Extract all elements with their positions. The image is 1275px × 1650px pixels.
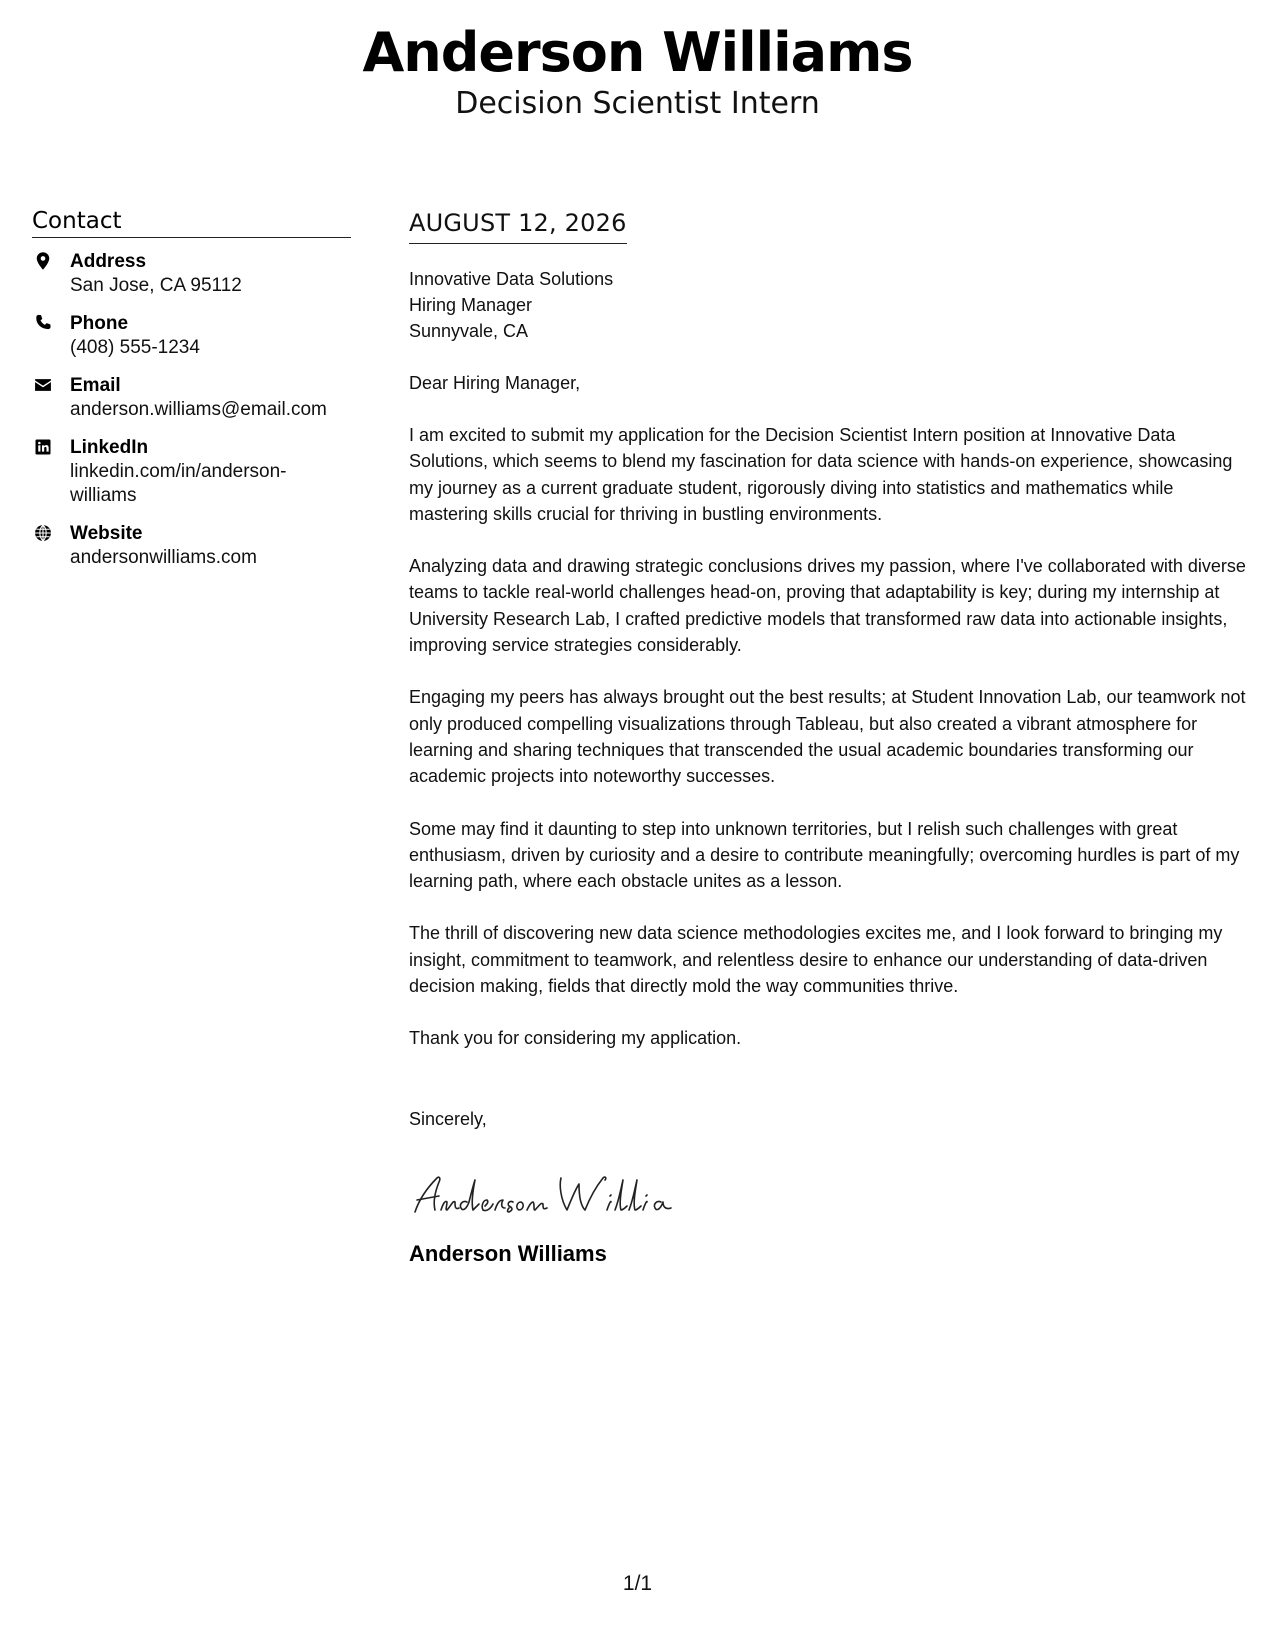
globe-icon (32, 522, 54, 544)
salutation: Dear Hiring Manager, (409, 373, 581, 393)
contact-label: Address (70, 251, 147, 272)
signer-name: Anderson Williams (409, 1240, 607, 1266)
job-title: Decision Scientist Intern (455, 86, 820, 121)
letter-paragraph: The thrill of discovering new data science methodologies excites me, and I look forward to bringing my insight, commitment to teamwork, and relentless desire to enhance our understanding of data-driven decision making, fields that directly mold the way communities thrive. (409, 923, 1223, 997)
letter-paragraph: Engaging my peers has always brought out the best results; at Student Innovation Lab, our teamwork not only produced compelling visualizations through Tableau, but also created a vibrant atmosphere for learning and sharing techniques that transcended the usual academic boundaries transforming our academic projects into noteworthy successes. (409, 687, 1246, 787)
letter-body (409, 208, 1257, 1269)
contact-address (32, 250, 351, 298)
linkedin-icon (32, 436, 54, 458)
recipient-location: Sunnyvale, CA (409, 321, 529, 341)
applicant-name: Anderson Williams (362, 21, 913, 84)
contact-label: Website (70, 523, 143, 544)
recipient-block (409, 266, 1257, 344)
contact-website (32, 522, 351, 570)
letter-date: AUGUST 12, 2026 (409, 209, 627, 237)
contact-label: LinkedIn (70, 437, 149, 458)
envelope-icon (32, 374, 54, 396)
phone-icon (32, 312, 54, 334)
map-pin-icon (32, 250, 54, 272)
contact-value: linkedin.com/in/anderson-williams (70, 461, 287, 506)
contact-value: San Jose, CA 95112 (70, 275, 242, 296)
letter-paragraph: I am excited to submit my application for the Decision Scientist Intern position at Innovative Data Solutions, which seems to blend my fascination for data science with hands-on experience, showcasing my journey as a current graduate student, rigorously diving into statistics and mathematics while mastering skills crucial for thriving in bustling environments. (409, 425, 1233, 524)
contact-label: Email (70, 375, 121, 396)
contact-sidebar (32, 206, 351, 584)
recipient-title: Hiring Manager (409, 295, 533, 315)
handwritten-signature (409, 1166, 679, 1222)
letter-paragraph: Analyzing data and drawing strategic conclusions drives my passion, where I've collaborated with diverse teams to tackle real-world challenges head-on, proving that adaptability is key; during my internship at University Research Lab, I crafted predictive models that transformed raw data into actionable insights, improving service strategies considerably. (409, 556, 1246, 656)
contact-value: andersonwilliams.com (70, 547, 257, 568)
page-number: 1/1 (622, 1572, 653, 1595)
contact-value: (408) 555-1234 (70, 337, 200, 358)
document-header (0, 22, 1275, 124)
contact-label: Phone (70, 313, 129, 334)
letter-paragraph: Thank you for considering my application. (409, 1028, 742, 1049)
date-block (409, 208, 627, 244)
contact-email (32, 374, 351, 422)
letter-paragraph: Some may find it daunting to step into unknown territories, but I relish such challenges with great enthusiasm, driven by curiosity and a desire to contribute meaningfully; overcoming hurdles is part of my learning path, where each obstacle unites as a lesson. (409, 818, 1240, 892)
recipient-company: Innovative Data Solutions (409, 269, 614, 289)
contact-value: anderson.williams@email.com (70, 399, 327, 420)
contact-heading: Contact (32, 206, 351, 238)
closing: Sincerely, (409, 1108, 487, 1129)
contact-linkedin (32, 436, 351, 508)
contact-phone (32, 312, 351, 360)
